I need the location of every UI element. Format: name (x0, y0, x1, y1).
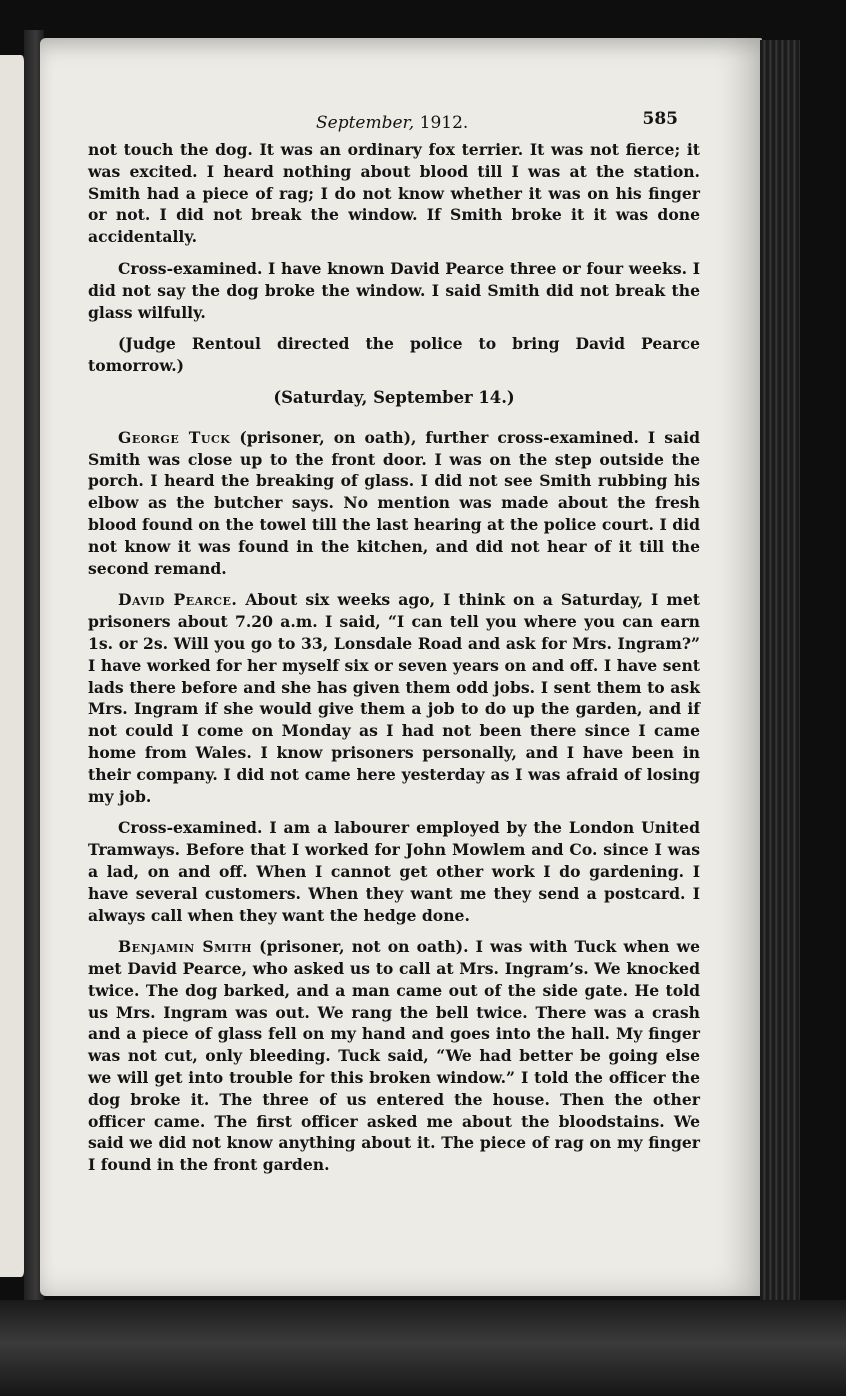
paragraph-benjamin-smith-text: (prisoner, not on oath). I was with Tuck when we met David Pearce, who asked us to call at Mrs. Ingram’s. We knocked twice. The dog barked, and a man came out of the side gate. He told us Mrs. Ingram was out. We rang the bell twice. There was a crash and a piece of glass fell on my hand and goes into the hall. My finger was not cut, only bleeding. Tuck said, “We had better be going else we will get into trouble for this broken window.” I told the officer the dog broke it. The three of us entered the house. Then the other officer came. The first officer asked me about the bloodstains. We said we did not know anything about it. The piece of rag on my finger I found in the front garden. (88, 937, 701, 1175)
speaker-name-david-pearce: David Pearce. (118, 590, 238, 610)
page-stack-edge (760, 40, 800, 1300)
page-number: 585 (642, 109, 678, 129)
header-year: 1912. (419, 113, 469, 133)
previous-page-edge (0, 55, 27, 1277)
date-heading: (Saturday, September 14.) (273, 387, 515, 407)
page-text (88, 105, 700, 1186)
paragraph-benjamin-smith (88, 936, 700, 1176)
paragraph-david-pearce-text: About six weeks ago, I think on a Saturday, I met prisoners about 7.20 a.m. I said, “I can tell you where you can earn 1s. or 2s. Will you go to 33, Lonsdale Road and ask for Mrs. Ingram?” I have worked for her myself six or seven years on and off. I have sent lads there before and she has given them odd jobs. I sent them to ask Mrs. Ingram if she would give them a job to do up the garden, and if not could I come on Monday as I had not been there since I came home from Wales. I know prisoners personally, and I have been in their company. I did not came here yesterday as I was afraid of losing my job. (88, 590, 700, 806)
paragraph-judge-direction: (Judge Rentoul directed the police to bring David Pearce tomorrow.) (88, 334, 700, 376)
paragraph-david-pearce (88, 589, 700, 807)
running-head-date (316, 113, 468, 135)
speaker-name-benjamin-smith: Benjamin Smith (118, 937, 253, 957)
header-month: September, (316, 113, 415, 133)
paragraph-george-tuck-text: (prisoner, on oath), further cross-examined. I said Smith was close up to the front door. I was on the step outside the porch. I heard the breaking of glass. I did not see Smith rubbing his elbow as the butcher says. No mention was made about the fresh blood found on the towel till the last hearing at the police court. I did not know it was found in the kitchen, and did not hear of it till the second remand. (88, 427, 700, 578)
speaker-name-george-tuck: George Tuck (118, 427, 231, 447)
running-head (88, 105, 700, 139)
paragraph-george-tuck (88, 427, 700, 580)
paragraph-continued-testimony: not touch the dog. It was an ordinary fox terrier. It was not fierce; it was excited. I heard nothing about blood till I was at the station. Smith had a piece of rag; I do not know whether it was on his finger or not. I did not break the window. If Smith broke it it was done accidentally. (88, 140, 700, 247)
bottom-shadow-band (0, 1300, 846, 1396)
paragraph-cross-examined-pearce: Cross-examined. I am a labourer employed by the London United Tramways. Before that I worked for John Mowlem and Co. since I was a lad, on and off. When I cannot get other work I do gardening. I have several customers. When they want me they send a postcard. I always call when they want the hedge done. (88, 818, 700, 925)
paragraph-cross-examined-tuck: Cross-examined. I have known David Pearce three or four weeks. I did not say the dog broke the window. I said Smith did not break the glass wilfully. (88, 258, 700, 322)
